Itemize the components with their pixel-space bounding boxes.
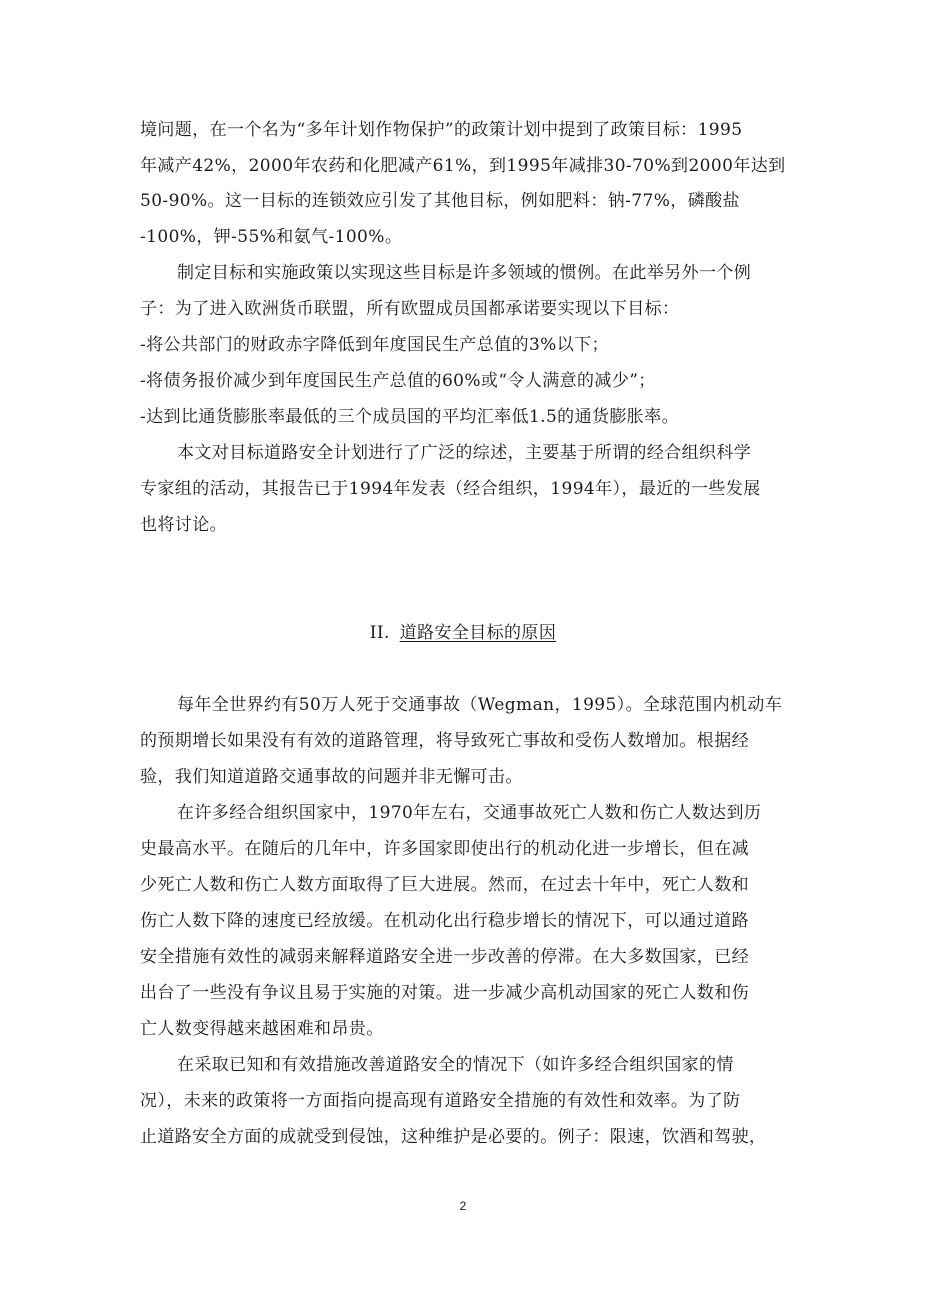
text-line: 止道路安全方面的成就受到侵蚀，这种维护是必要的。例子：限速，饮酒和驾驶，: [140, 1127, 767, 1147]
text-line: 子：为了进入欧洲货币联盟，所有欧盟成员国都承诺要实现以下目标：: [140, 299, 680, 319]
text-line: 也将讨论。: [140, 515, 227, 535]
text-line: 亡人数变得越来越困难和昂贵。: [140, 1019, 384, 1039]
text-line: 少死亡人数和伤亡人数方面取得了巨大进展。然而，在过去十年中，死亡人数和: [140, 875, 749, 895]
text-line: 本文对目标道路安全计划进行了广泛的综述，主要基于所谓的经合组织科学: [177, 443, 752, 463]
section-title: 道路安全目标的原因: [399, 623, 557, 643]
text-line: 每年全世界约有50万人死于交通事故（Wegman，1995）。全球范围内机动车: [177, 695, 783, 715]
text-line: 年减产42%，2000年农药和化肥减产61%，到1995年减排30-70%到2000年达到: [140, 156, 786, 176]
section-number: II.: [369, 623, 390, 643]
text-line: 50-90%。这一目标的连锁效应引发了其他目标，例如肥料：钠-77%，磷酸盐: [140, 191, 740, 211]
text-line: 伤亡人数下降的速度已经放缓。在机动化出行稳步增长的情况下，可以通过道路: [140, 911, 749, 931]
page-number: 2: [459, 1199, 467, 1213]
text-line: 验，我们知道道路交通事故的问题并非无懈可击。: [140, 767, 523, 787]
text-line: 史最高水平。在随后的几年中，许多国家即使出行的机动化进一步增长，但在减: [140, 839, 749, 859]
text-line: 在采取已知和有效措施改善道路安全的情况下（如许多经合组织国家的情: [177, 1055, 734, 1075]
list-item: -将债务报价减少到年度国民生产总值的60%或“令人满意的减少”；: [140, 371, 656, 391]
text-line: 的预期增长如果没有有效的道路管理，将导致死亡事故和受伤人数增加。根据经: [140, 731, 749, 751]
list-item: -达到比通货膨胀率最低的三个成员国的平均汇率低1.5的通货膨胀率。: [140, 407, 679, 427]
text-line: 在许多经合组织国家中，1970年左右，交通事故死亡人数和伤亡人数达到历: [177, 803, 762, 823]
text-line: 况），未来的政策将一方面指向提高现有道路安全措施的有效性和效率。为了防: [140, 1091, 741, 1111]
text-line: 出台了一些没有争议且易于实施的对策。进一步减少高机动国家的死亡人数和伤: [140, 983, 749, 1003]
list-item: -将公共部门的财政赤字降低到年度国民生产总值的3%以下；: [140, 335, 609, 355]
text-line: -100%，钾-55%和氨气-100%。: [140, 227, 403, 247]
section-heading: [0, 622, 926, 644]
text-line: 专家组的活动，其报告已于1994年发表（经合组织，1994年），最近的一些发展: [140, 479, 761, 499]
text-line: 制定目标和实施政策以实现这些目标是许多领域的惯例。在此举另外一个例: [177, 263, 752, 283]
text-line: 安全措施有效性的减弱来解释道路安全进一步改善的停滞。在大多数国家，已经: [140, 947, 749, 967]
text-line: 境问题，在一个名为“多年计划作物保护”的政策计划中提到了政策目标：1995: [140, 120, 743, 140]
